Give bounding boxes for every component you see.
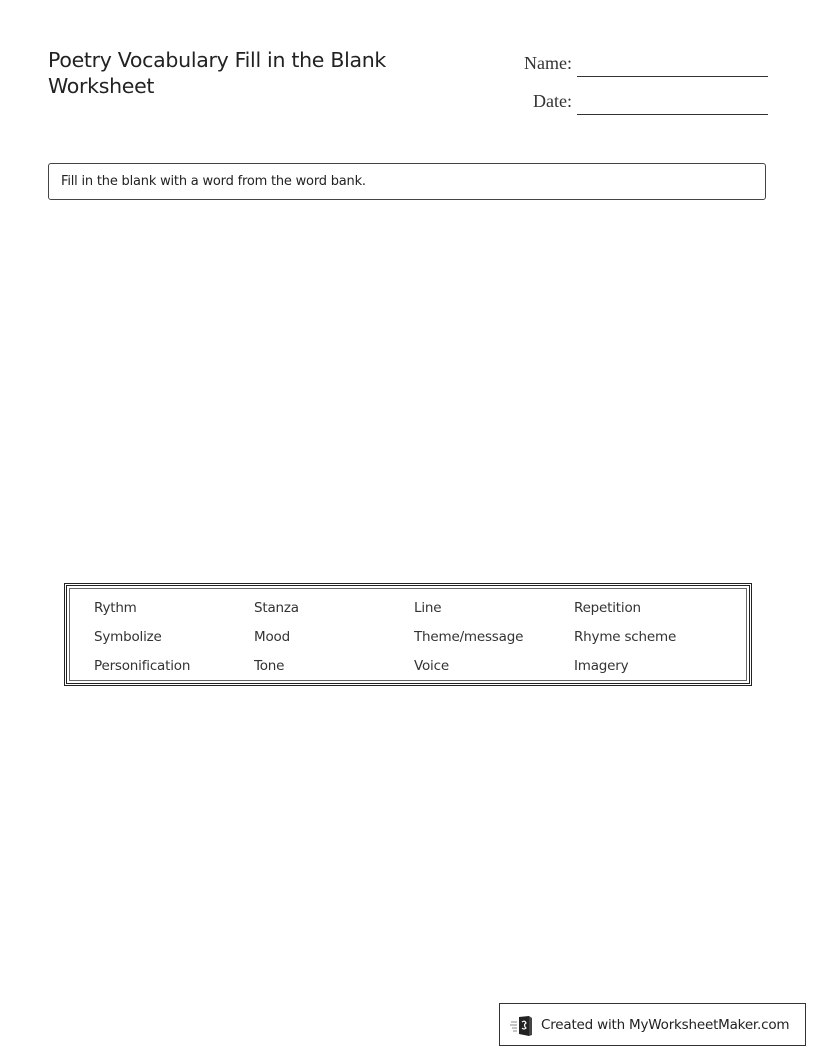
word-bank-item: Theme/message	[414, 629, 524, 645]
date-blank-line	[577, 114, 768, 115]
word-bank-item: Rythm	[94, 600, 137, 616]
worksheet-maker-logo-icon	[510, 1015, 536, 1037]
created-with-text: Created with MyWorksheetMaker.com	[541, 1017, 790, 1033]
word-bank-item: Stanza	[254, 600, 299, 616]
word-bank-inner	[69, 588, 747, 681]
word-bank-item: Line	[414, 600, 442, 616]
date-label: Date:	[533, 91, 572, 111]
name-blank-line	[577, 76, 768, 77]
word-bank-item: Mood	[254, 629, 290, 645]
instructions-text: Fill in the blank with a word from the word bank.	[61, 174, 366, 189]
word-bank-item: Imagery	[574, 658, 629, 674]
word-bank-item: Personification	[94, 658, 191, 674]
instructions-box	[48, 163, 766, 200]
word-bank-item: Symbolize	[94, 629, 162, 645]
created-with-badge[interactable]	[499, 1003, 806, 1046]
name-field	[500, 50, 768, 80]
word-bank-item: Rhyme scheme	[574, 629, 677, 645]
word-bank-item: Repetition	[574, 600, 641, 616]
name-label: Name:	[524, 53, 572, 73]
word-bank-item: Voice	[414, 658, 449, 674]
worksheet-title: Poetry Vocabulary Fill in the Blank Worksheet	[48, 48, 387, 98]
word-bank-item: Tone	[254, 658, 285, 674]
word-bank	[64, 583, 752, 686]
date-field	[500, 88, 768, 118]
